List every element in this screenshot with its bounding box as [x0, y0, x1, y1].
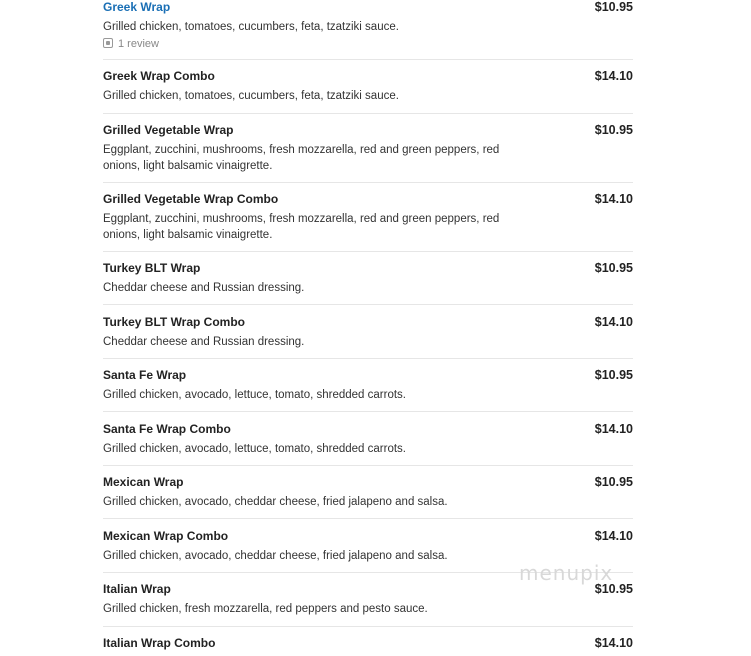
menu-item-price: $10.95 [594, 368, 633, 382]
divider [103, 251, 633, 252]
divider [103, 113, 633, 114]
menu-item-price: $10.95 [594, 0, 633, 14]
menu-item-name[interactable]: Greek Wrap [103, 0, 171, 14]
menu-item-price: $10.95 [594, 582, 633, 596]
menu-item [103, 261, 633, 301]
menu-item-name: Santa Fe Wrap [103, 368, 187, 382]
menu-item [103, 69, 633, 109]
menu-item-description: Grilled chicken, avocado, cheddar cheese, fried jalapeno and salsa. [103, 550, 448, 562]
menu-item-description: Grilled chicken, avocado, lettuce, tomato, shredded carrots. [103, 389, 406, 401]
menu-item-price: $10.95 [594, 261, 633, 275]
menu-item [103, 123, 633, 179]
menu-item-description: Grilled chicken, avocado, cheddar cheese, fried jalapeno and salsa. [103, 496, 448, 508]
divider [103, 59, 633, 60]
menu-item-price: $10.95 [594, 475, 633, 489]
menu-item-name: Greek Wrap Combo [103, 69, 215, 83]
menu-item-price: $14.10 [594, 192, 633, 206]
menu-item [103, 192, 633, 248]
menu-item [103, 315, 633, 355]
divider [103, 465, 633, 466]
menu-item-name: Turkey BLT Wrap Combo [103, 315, 246, 329]
divider [103, 304, 633, 305]
divider [103, 626, 633, 627]
menu-item-description: Grilled chicken, fresh mozzarella, red peppers and pesto sauce. [103, 603, 428, 615]
divider [103, 518, 633, 519]
review-link[interactable] [103, 38, 159, 50]
menu-item [103, 582, 633, 622]
menu-item-price: $14.10 [594, 315, 633, 329]
menu-item-price: $14.10 [594, 636, 633, 650]
review-icon [103, 38, 113, 48]
menu-item [103, 368, 633, 408]
menu-item-description: Eggplant, zucchini, mushrooms, fresh mozzarella, red and green peppers, red onions, light balsamic vinaigrette. [103, 144, 500, 172]
menu-item-price: $10.95 [594, 123, 633, 137]
divider [103, 411, 633, 412]
menu-item-name: Italian Wrap [103, 582, 171, 596]
review-count: 1 review [118, 38, 159, 50]
menu-item-name: Turkey BLT Wrap [103, 261, 201, 275]
menu-item-description: Cheddar cheese and Russian dressing. [103, 282, 305, 294]
divider [103, 182, 633, 183]
menu-item-name: Mexican Wrap Combo [103, 529, 229, 543]
menu-item-price: $14.10 [594, 529, 633, 543]
menu-item-description: Cheddar cheese and Russian dressing. [103, 336, 305, 348]
menu-item [103, 0, 633, 55]
menu-item-name: Santa Fe Wrap Combo [103, 422, 231, 436]
menu-item-description: Eggplant, zucchini, mushrooms, fresh mozzarella, red and green peppers, red onions, light balsamic vinaigrette. [103, 213, 500, 241]
menu-item [103, 422, 633, 462]
menu-item [103, 475, 633, 515]
menu-item-name: Grilled Vegetable Wrap Combo [103, 192, 279, 206]
watermark: menupix [519, 561, 614, 585]
menu-item-description: Grilled chicken, tomatoes, cucumbers, feta, tzatziki sauce. [103, 21, 399, 33]
menu-item-name: Italian Wrap Combo [103, 636, 216, 650]
divider [103, 358, 633, 359]
menu-item-description: Grilled chicken, tomatoes, cucumbers, feta, tzatziki sauce. [103, 90, 399, 102]
menu-item-price: $14.10 [594, 69, 633, 83]
menu-item-name: Mexican Wrap [103, 475, 184, 489]
menu-item-description: Grilled chicken, avocado, lettuce, tomato, shredded carrots. [103, 443, 406, 455]
menu-item-price: $14.10 [594, 422, 633, 436]
menu-item-name: Grilled Vegetable Wrap [103, 123, 234, 137]
menu-item [103, 636, 633, 656]
